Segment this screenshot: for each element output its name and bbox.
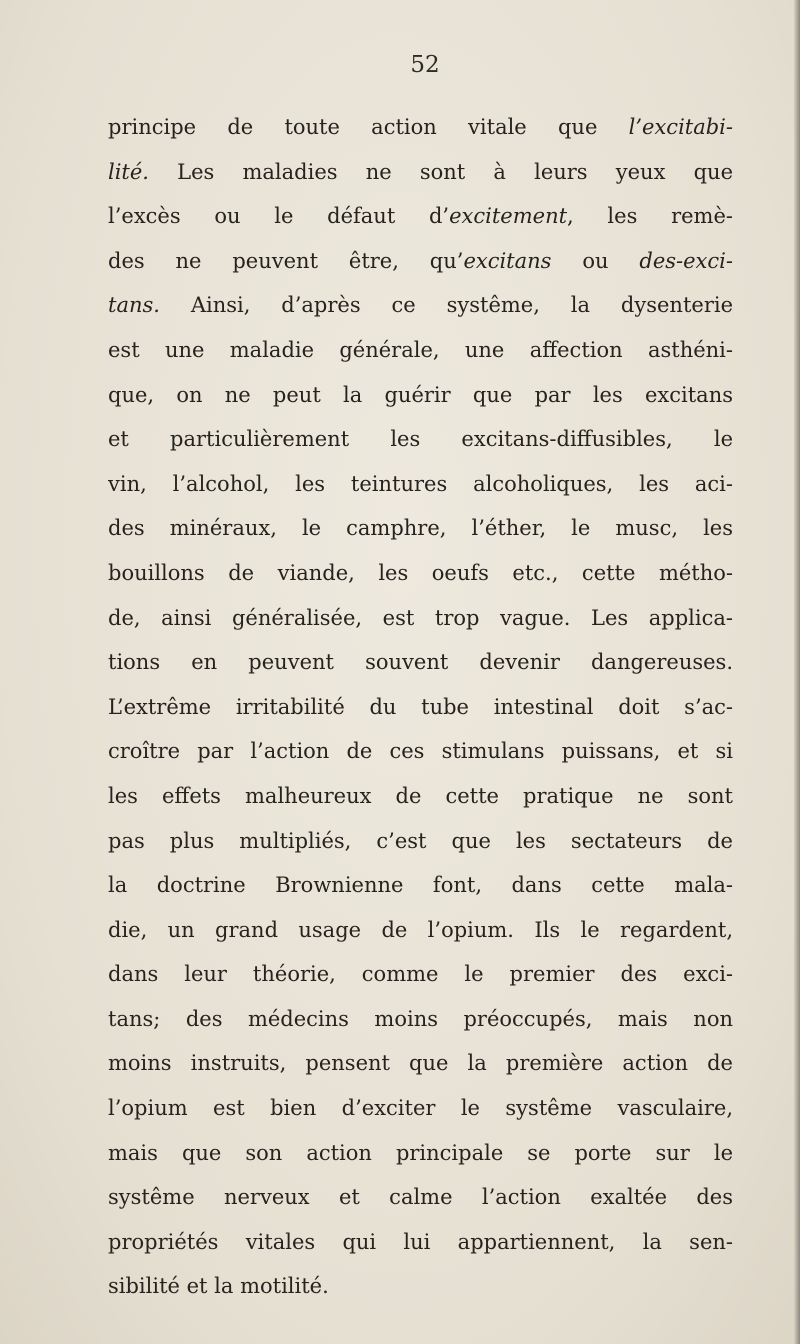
- italic-text: excitement: [449, 204, 568, 229]
- text-run: die, un grand usage de l’opium. Ils le regardent,: [108, 917, 733, 942]
- text-run: bouillons de viande, les oeufs etc., cette métho-: [108, 560, 733, 585]
- text-line: [108, 819, 733, 864]
- text-line: [108, 194, 733, 239]
- text-line: [108, 863, 733, 908]
- text-run: Les maladies ne sont à leurs yeux que: [148, 159, 733, 184]
- text-run: croître par l’action de ces stimulans puissans, et si: [108, 739, 733, 764]
- text-line: [108, 596, 733, 641]
- text-run: est une maladie générale, une affection asthéni-: [108, 337, 733, 362]
- text-run: des ne peuvent être, qu’: [108, 248, 464, 273]
- text-line: [108, 462, 733, 507]
- text-run: ou: [551, 248, 640, 273]
- text-run: systême nerveux et calme l’action exaltée des: [108, 1185, 733, 1210]
- text-line: [108, 551, 733, 596]
- text-run: la doctrine Brownienne font, dans cette mala-: [108, 873, 733, 898]
- text-line: [108, 1131, 733, 1176]
- text-line: [108, 239, 733, 284]
- text-run: l’opium est bien d’exciter le systême vasculaire,: [108, 1096, 733, 1121]
- text-line: [108, 417, 733, 462]
- text-run: les effets malheureux de cette pratique ne sont: [108, 783, 733, 808]
- text-line: [108, 150, 733, 195]
- italic-text: excitans: [463, 248, 552, 273]
- text-run: Ainsi, d’après ce systême, la dysenterie: [159, 293, 733, 318]
- text-run: tans; des médecins moins préoccupés, mais non: [108, 1006, 733, 1031]
- text-line: [108, 373, 733, 418]
- text-line: [108, 685, 733, 730]
- text-run: L’extrême irritabilité du tube intestinal doit s’ac-: [108, 694, 733, 719]
- page-number: 52: [410, 52, 440, 78]
- text-line: [108, 328, 733, 373]
- text-run: des minéraux, le camphre, l’éther, le musc, les: [108, 516, 733, 541]
- text-line: [108, 1086, 733, 1131]
- text-line: [108, 774, 733, 819]
- italic-text: l’excitabi-: [628, 115, 733, 139]
- text-line: [108, 1175, 733, 1220]
- text-line: [108, 506, 733, 551]
- text-line: [108, 1220, 733, 1265]
- italic-text: tans.: [108, 293, 160, 318]
- text-run: propriétés vitales qui lui appartiennent, la sen-: [108, 1229, 733, 1254]
- text-line: [108, 952, 733, 997]
- text-run: de, ainsi généralisée, est trop vague. Les applica-: [108, 605, 733, 630]
- text-run: mais que son action principale se porte sur le: [108, 1140, 733, 1165]
- text-line: [108, 908, 733, 953]
- text-run: que, on ne peut la guérir que par les excitans: [108, 382, 733, 407]
- text-run: l’excès ou le défaut d’: [108, 204, 450, 229]
- text-line: [108, 1041, 733, 1086]
- text-line: [108, 105, 733, 150]
- text-line: [108, 729, 733, 774]
- page-edge-shadow: [794, 0, 800, 1344]
- text-run: dans leur théorie, comme le premier des exci-: [108, 962, 733, 987]
- text-line: [108, 640, 733, 685]
- text-run: sibilité et la motilité.: [108, 1274, 329, 1299]
- text-run: pas plus multipliés, c’est que les sectateurs de: [108, 828, 733, 853]
- body-text: [108, 105, 733, 1309]
- text-run: , les remè-: [567, 204, 733, 229]
- text-run: vin, l’alcohol, les teintures alcoholiques, les aci-: [108, 471, 733, 496]
- text-run: tions en peuvent souvent devenir dangereuses.: [108, 650, 733, 675]
- italic-text: des-exci-: [639, 248, 733, 273]
- text-line: [108, 997, 733, 1042]
- text-run: principe de toute action vitale que: [108, 115, 629, 139]
- italic-text: lité.: [108, 159, 149, 184]
- text-run: et particulièrement les excitans-diffusibles, le: [108, 427, 733, 452]
- text-run: moins instruits, pensent que la première action de: [108, 1051, 733, 1076]
- text-line: [108, 1264, 733, 1309]
- text-line: [108, 283, 733, 328]
